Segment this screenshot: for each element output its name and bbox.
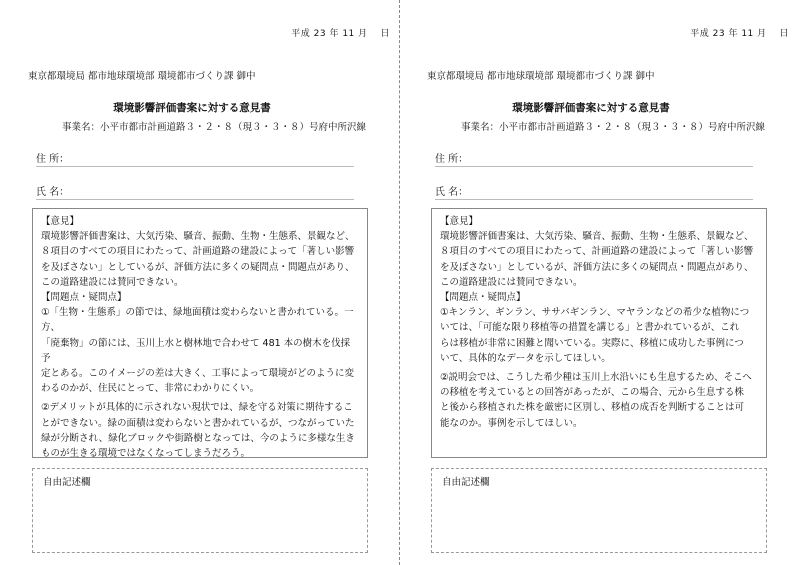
opinion-line: ８項目のすべての項目にわたって、計画道路の建設によって「著しい影響 (41, 246, 355, 258)
name-label: 氏 名： (36, 187, 70, 198)
date: 平成 23 年 11 月 日 (291, 29, 390, 39)
free-description-box[interactable] (32, 468, 368, 553)
opinion-form-left (22, 0, 392, 565)
name-label: 氏 名： (435, 187, 469, 198)
address-field[interactable] (435, 150, 753, 167)
issue-2-line: ②デメリットが具体的に示されない現状では、緑を守る対策に期待するこ (41, 402, 353, 414)
opinion-box (32, 208, 368, 458)
name-field[interactable] (435, 183, 753, 200)
date: 平成 23 年 11 月 日 (690, 29, 789, 39)
issue-1-line: 「廃棄物」の節には、玉川上水と樹林地で合わせて 481 本の樹木を伐採予 (41, 337, 351, 364)
address-label: 住 所： (36, 154, 70, 165)
issue-1-line: 定とある。このイメージの差は大きく、工事によって環境がどのように変 (41, 368, 355, 380)
name-field[interactable] (36, 183, 354, 200)
opinion-line: この道路建設には賛同できない。 (41, 276, 184, 288)
free-description-box[interactable] (431, 468, 767, 553)
addressee: 東京都環境局 都市地球環境部 環境都市づくり課 御中 (427, 71, 655, 82)
issue-2-line: 緑が分断され、緑化ブロックや街路樹となっては、今のように多様な生き (41, 432, 355, 444)
address-label: 住 所： (435, 154, 469, 165)
issue-1-line: らは移植が非常に困難と聞いている。実際に、移植に成功した事例につ (440, 337, 744, 349)
opinion-line: 環境影響評価書案は、大気汚染、騒音、振動、生物・生態系、景観など、 (41, 231, 355, 243)
opinion-line: を及ぼさない」としているが、評価方法に多くの疑問点・問題点があり、 (41, 261, 355, 273)
opinion-line: を及ぼさない」としているが、評価方法に多くの疑問点・問題点があり、 (440, 261, 754, 273)
issue-1-line: ①キンラン、ギンラン、ササバギンラン、マヤランなどの希少な植物につ (440, 307, 750, 319)
addressee: 東京都環境局 都市地球環境部 環境都市づくり課 御中 (28, 71, 256, 82)
opinion-form-right (421, 0, 791, 565)
opinion-heading: 【意見】 (41, 216, 80, 227)
issue-2-line: と後から移植された株を厳密に区別し、移植の成否を判断することは可 (440, 402, 745, 414)
opinion-line: 環境影響評価書案は、大気汚染、騒音、振動、生物・生態系、景観など、 (440, 231, 754, 243)
issue-1-line: いては、「可能な限り移植等の措置を講じる」と書かれているが、これ (440, 322, 740, 334)
issue-2-line: の移植を考えているとの回答があったが、この場合、元から生息する株 (440, 387, 744, 399)
fold-line (399, 0, 400, 565)
issue-2-line: ②説明会では、こうした希少種は玉川上水沿いにも生息するため、そこへ (440, 372, 752, 384)
issue-2-line: 能なのか。事例を示してほしい。 (440, 417, 583, 429)
opinion-heading: 【意見】 (440, 216, 479, 227)
free-description-label: 自由記述欄 (43, 477, 91, 488)
address-field[interactable] (36, 150, 354, 167)
issue-1-line: わるのかが、住民にとって、非常にわかりにくい。 (41, 383, 260, 395)
issue-1-line: いて、具体的なデータを示してほしい。 (440, 352, 611, 364)
issues-heading: 【問題点・疑問点】 (41, 292, 127, 304)
free-description-label: 自由記述欄 (442, 477, 490, 488)
issue-2-line: ものが生きる環境ではなくなってしまうだろう。 (41, 448, 251, 460)
issue-1-line: ①「生物・生態系」の節では、緑地面積は変わらないと書かれている。一方、 (41, 307, 354, 334)
issues-heading: 【問題点・疑問点】 (440, 292, 526, 304)
project-name: 事業名：小平市都市計画道路３・２・８（現３・３・８）号府中所沢線 (62, 122, 367, 133)
form-title: 環境影響評価書案に対する意見書 (113, 102, 271, 114)
issue-2-line: とができない。緑の面積は変わらないと書かれているが、つながっていた (41, 417, 355, 429)
form-title: 環境影響評価書案に対する意見書 (512, 102, 670, 114)
opinion-line: ８項目のすべての項目にわたって、計画道路の建設によって「著しい影響 (440, 246, 754, 258)
opinion-box (431, 208, 767, 458)
project-name: 事業名：小平市都市計画道路３・２・８（現３・３・８）号府中所沢線 (461, 122, 766, 133)
opinion-line: この道路建設には賛同できない。 (440, 276, 583, 288)
